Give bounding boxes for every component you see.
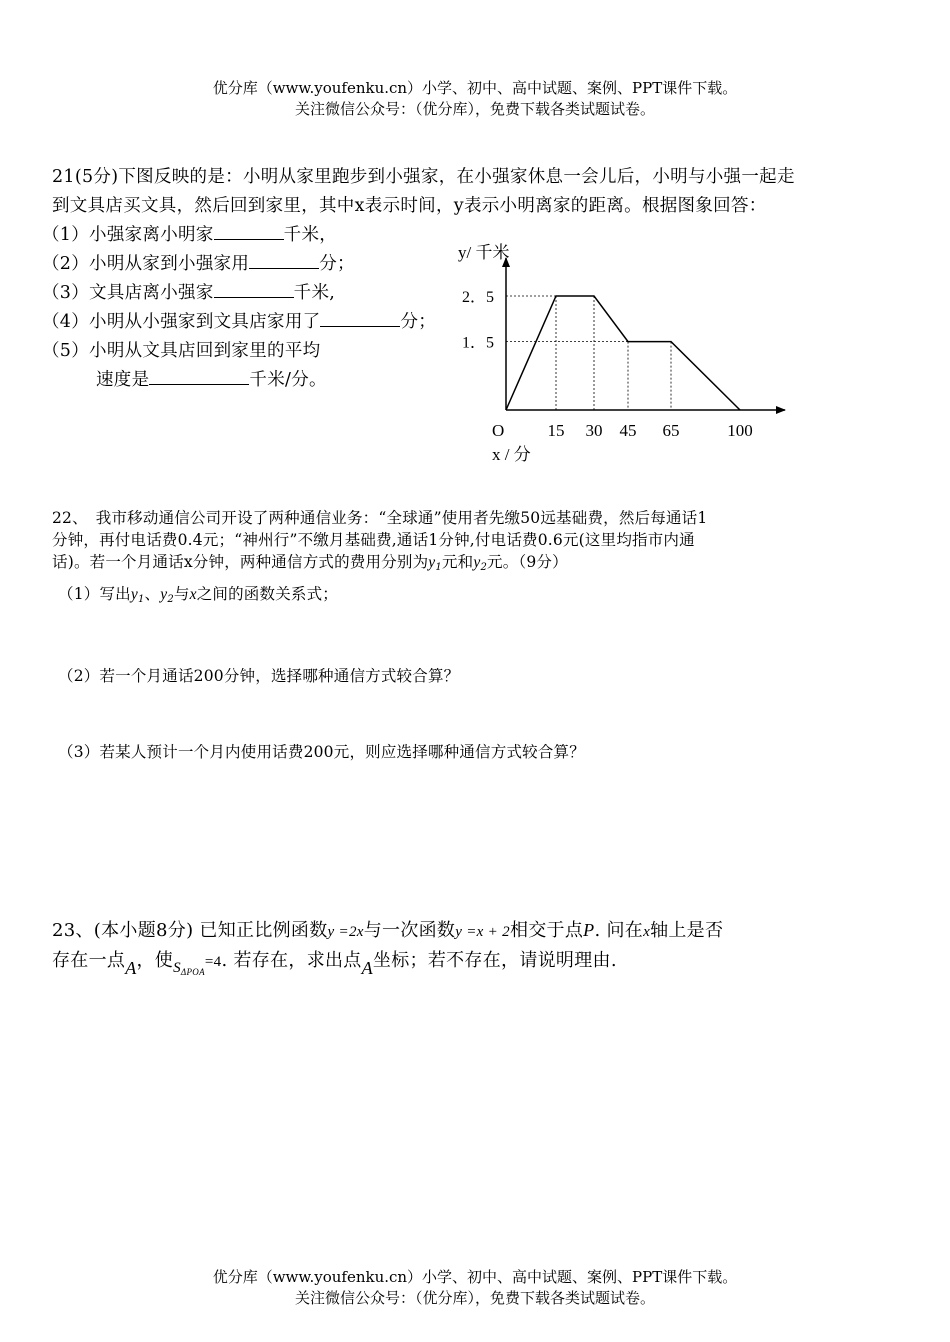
footer-line-1: 优分库（www.youfenku.cn）小学、初中、高中试题、案例、PPT课件下载。 xyxy=(212,1268,738,1286)
y-tick-label: 1．5 xyxy=(462,334,495,352)
x-tick-label: 100 xyxy=(727,421,753,440)
q21-part-1: （1）小强家离小明家 千米， xyxy=(42,225,338,245)
q21-part-5: （5）小明从文具店回到家里的平均 xyxy=(42,341,321,361)
q22-part-2: （2）若一个月通话200分钟，选择哪种通信方式较合算？ xyxy=(58,667,460,685)
series-line xyxy=(506,296,740,410)
answer-blank[interactable] xyxy=(149,384,249,385)
origin-label: O xyxy=(492,421,505,440)
q22-part-3: （3）若某人预计一个月内使用话费200元，则应选择哪种通信方式较合算？ xyxy=(58,743,585,761)
x-tick-label: 30 xyxy=(585,421,603,440)
q21-part-5-cont: 速度是 千米/分。 xyxy=(96,370,327,390)
x-tick-label: 65 xyxy=(662,421,680,440)
y-tick-label: 2．5 xyxy=(462,289,495,306)
q22-line-2: 分钟，再付电话费0.4元；“神州行”不缴月基础费,通话1分钟,付电话费0.6元(这里均指市内通 xyxy=(52,531,695,549)
answer-blank[interactable] xyxy=(320,326,400,327)
header-line-1: 优分库（www.youfenku.cn）小学、初中、高中试题、案例、PPT课件下载。 xyxy=(212,79,738,97)
answer-blank[interactable] xyxy=(214,239,284,240)
x-axis-label: x / 分 xyxy=(492,445,531,464)
answer-blank[interactable] xyxy=(249,268,319,269)
q21-part-3: （3）文具店离小强家 千米, xyxy=(42,283,336,303)
q23-line-2: 存在一点A，使$_{S\Delta POA}$=4. 若存在，求出点A坐标；若不存在，请说明理由. xyxy=(52,950,617,978)
distance-time-chart xyxy=(440,236,820,476)
answer-blank[interactable] xyxy=(214,297,294,298)
y-axis-label: y/ 千米 xyxy=(458,243,510,262)
q21-part-4: （4）小明从小强家到文具店家用了 分； xyxy=(42,312,437,332)
q22-part-1: （1）写出$y_1$、$y_2$与x之间的函数关系式； xyxy=(58,585,338,605)
q22-line-1: 22、 我市移动通信公司开设了两种通信业务：“全球通”使用者先缴50远基础费，然后每通话1 xyxy=(52,509,708,527)
q21-part-2: （2）小明从家到小强家用 分； xyxy=(42,254,355,274)
footer-line-2: 关注微信公众号：（优分库），免费下载各类试题试卷。 xyxy=(294,1289,655,1307)
q23-line-1: 23、(本小题8分) 已知正比例函数y =2x与一次函数y =x + 2相交于点P. 问在x轴上是否 xyxy=(52,920,724,941)
header-line-2: 关注微信公众号：（优分库），免费下载各类试题试卷。 xyxy=(294,100,655,118)
x-tick-label: 15 xyxy=(547,421,565,440)
q22-line-3: 话)。若一个月通话x分钟，两种通信方式的费用分别为$y_1$元和$y_2$元。（9分） xyxy=(52,553,568,573)
x-tick-label: 45 xyxy=(619,421,637,440)
q21-intro-line-1: 21(5分)下图反映的是：小明从家里跑步到小强家，在小强家休息一会儿后，小明与小强一起走 xyxy=(52,167,795,187)
q21-intro-line-2: 到文具店买文具，然后回到家里，其中x表示时间，y表示小明离家的距离。根据图象回答： xyxy=(52,196,767,216)
